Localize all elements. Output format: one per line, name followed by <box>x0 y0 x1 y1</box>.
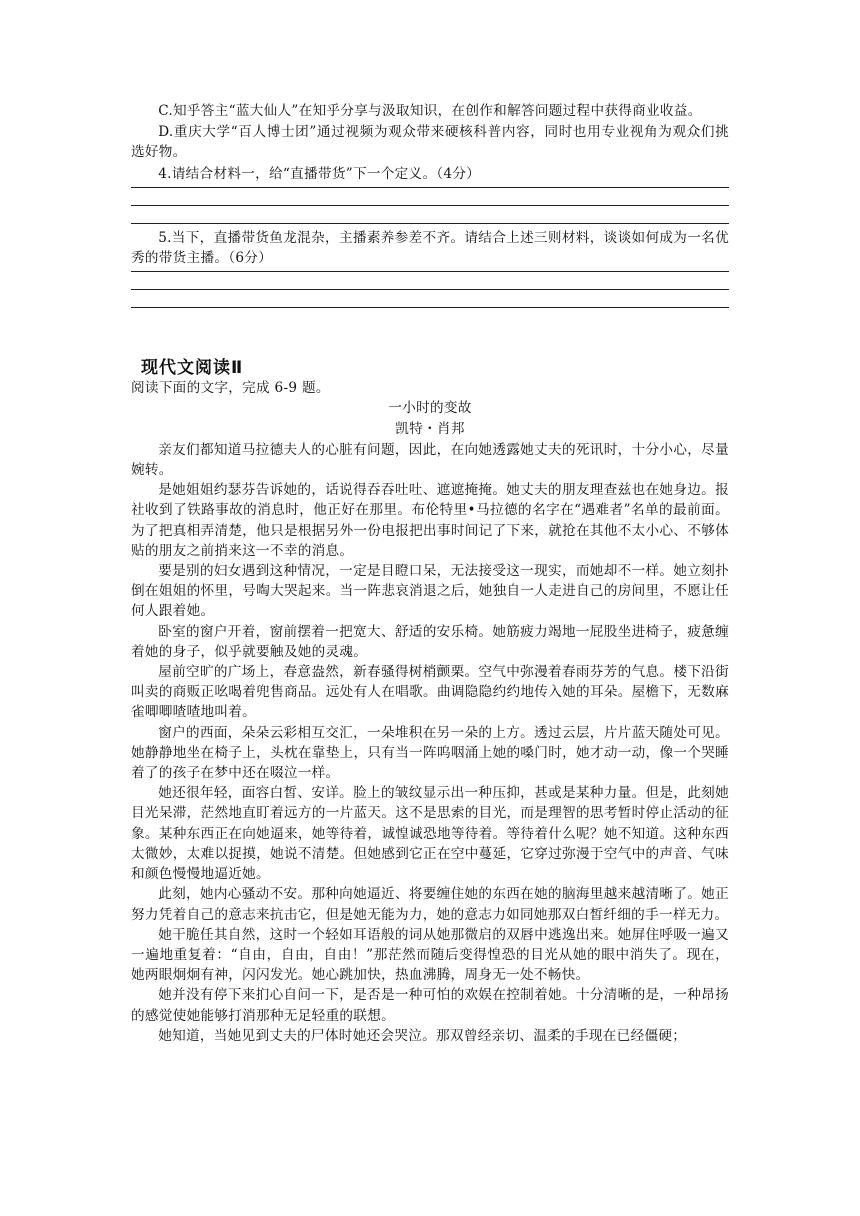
answer-line <box>131 307 729 308</box>
story-paragraph: 此刻，她内心骚动不安。那种向她逼近、将要缠住她的东西在她的脑海里越来越清晰了。她正努力凭着自己的意志来抗击它，但是她无能为力，她的意志力如同她那双白皙纤细的手一样无力。 <box>131 886 729 923</box>
story-paragraph: 她知道，当她见到丈夫的尸体时她还会哭泣。那双曾经亲切、温柔的手现在已经僵硬； <box>158 1027 687 1044</box>
answer-line <box>131 271 729 272</box>
story-paragraph: 她并没有停下来扪心自问一下，是否是一种可怕的欢娱在控制着她。十分清晰的是，一种昂扬的感觉使她能够打消那种无足轻重的联想。 <box>131 987 729 1024</box>
section-title: 现代文阅读Ⅱ <box>141 358 244 379</box>
answer-area-q4[interactable] <box>131 187 729 224</box>
story-paragraph: 要是别的妇女遇到这种情况，一定是目瞪口呆，无法接受这一现实，而她却不一样。她立刻扑倒在姐姐的怀里，号啕大哭起来。当一阵悲哀消退之后，她独自一人走进自己的房间里，不愿让任何人跟着她。 <box>131 563 729 620</box>
story-title: 一小时的变故 <box>388 400 472 417</box>
story-paragraph: 卧室的窗户开着，窗前摆着一把宽大、舒适的安乐椅。她筋疲力竭地一屁股坐进椅子，疲惫缠着她的身子，似乎就要触及她的灵魂。 <box>131 623 729 660</box>
story-author: 凯特・肖邦 <box>395 420 465 437</box>
document-page <box>131 100 729 1046</box>
option-c: C.知乎答主“蓝大仙人”在知乎分享与汲取知识，在创作和解答问题过程中获得商业收益。 <box>158 103 702 119</box>
answer-line <box>131 187 729 188</box>
question-4: 4.请结合材料一，给“直播带货”下一个定义。（4分） <box>158 165 481 182</box>
section-instruction: 阅读下面的文字，完成 6-9 题。 <box>131 380 330 397</box>
option-d: D.重庆大学“百人博士团”通过视频为观众带来硬核科普内容，同时也用专业视角为观众们挑选好物。 <box>131 124 729 161</box>
story-paragraph: 亲友们都知道马拉德夫人的心脏有问题，因此，在向她透露她丈夫的死讯时，十分小心，尽量婉转。 <box>131 441 729 479</box>
story-body <box>131 440 729 1046</box>
story-paragraph: 她干脆任其自然，这时一个轻如耳语般的词从她那微启的双唇中逃逸出来。她屏住呼吸一遍又一遍地重复着：“自由，自由，自由！”那茫然而随后变得惶恐的目光从她的眼中消失了。现在，她两眼炯炯有神，闪闪发光。她心跳加快，热血沸腾，周身无一处不畅快。 <box>131 926 729 984</box>
answer-line <box>131 289 729 290</box>
story-paragraph: 窗户的西面，朵朵云彩相互交汇，一朵堆积在另一朵的上方。透过云层，片片蓝天随处可见。她静静地坐在椅子上，头枕在靠垫上，只有当一阵呜咽涌上她的嗓门时，她才动一动，像一个哭睡着了的孩子在梦中还在啜泣一样。 <box>131 724 729 782</box>
answer-line <box>131 223 729 224</box>
story-paragraph: 是她姐姐约瑟芬告诉她的，话说得吞吞吐吐、遮遮掩掩。她丈夫的朋友理查兹也在她身边。报社收到了铁路事故的消息时，他正好在那里。布伦特里•马拉德的名字在“遇难者”名单的最前面。为了把真相弄清楚，他只是根据另外一份电报把出事时间记了下来，就抢在其他不太小心、不够体贴的朋友之前捎来这一不幸的消息。 <box>131 482 729 559</box>
answer-area-q5[interactable] <box>131 271 729 308</box>
question-5: 5.当下，直播带货鱼龙混杂，主播素养参差不齐。请结合上述三则材料，谈谈如何成为一名优秀的带货主播。（6分） <box>131 229 729 267</box>
story-paragraph: 她还很年轻，面容白皙、安详。脸上的皱纹显示出一种压抑，甚或是某种力量。但是，此刻她目光呆滞，茫然地直盯着远方的一片蓝天。这不是思索的目光，而是理智的思考暂时停止活动的征象。某种东西正在向她逼来，她等待着，诚惶诚恐地等待着。等待着什么呢？她不知道。这种东西太微妙，太难以捉摸，她说不清楚。但她感到它正在空中蔓延，它穿过弥漫于空气中的声音、气味和颜色慢慢地逼近她。 <box>131 785 729 883</box>
answer-line <box>131 205 729 206</box>
story-paragraph: 屋前空旷的广场上，春意盎然，新春骚得树梢颤栗。空气中弥漫着春雨芬芳的气息。楼下沿街叫卖的商贩正吆喝着兜售商品。远处有人在唱歌。曲调隐隐约约地传入她的耳朵。屋檐下，无数麻雀唧唧喳喳地叫着。 <box>131 664 729 721</box>
